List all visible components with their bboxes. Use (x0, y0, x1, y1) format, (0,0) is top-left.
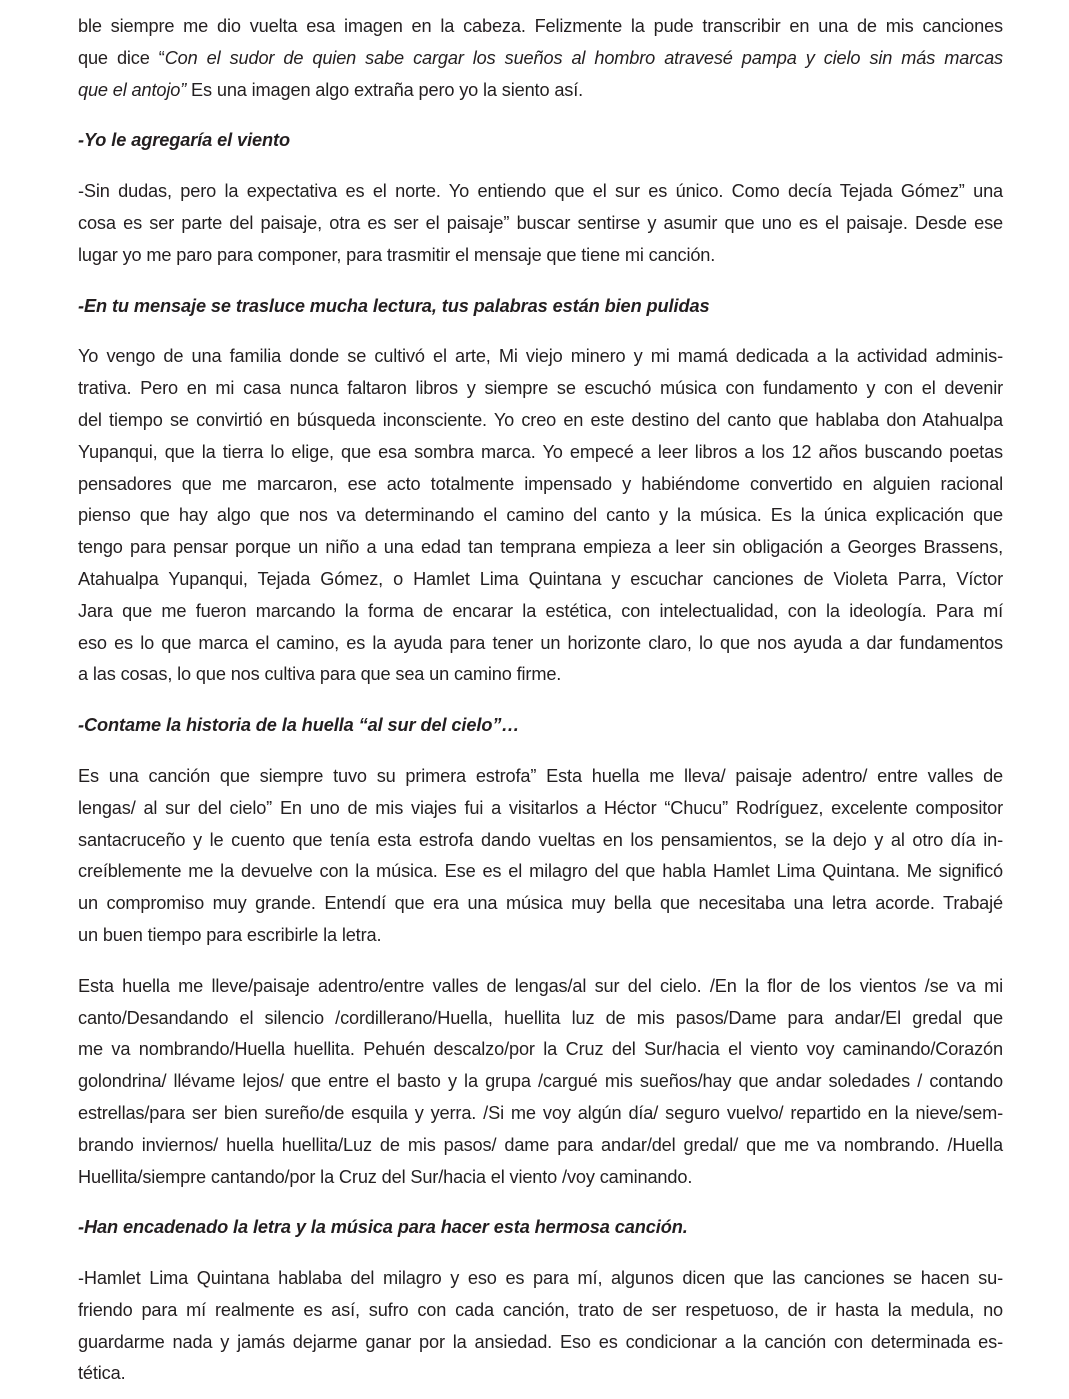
text-line (78, 856, 1003, 888)
text-line (78, 1327, 1003, 1359)
text-line (78, 75, 1003, 107)
body-text: pienso que hay algo que nos va determinando el camino del canto y la música. Es la única explicación que (78, 505, 1003, 526)
text-line (78, 341, 1003, 373)
text-line (78, 1263, 1003, 1295)
text-line (78, 1003, 1003, 1035)
body-text: tética. (78, 1363, 126, 1384)
body-text: a las cosas, lo que nos cultiva para que sea un camino firme. (78, 664, 562, 685)
text-line (78, 1295, 1003, 1327)
body-text: Atahualpa Yupanqui, Tejada Gómez, o Hamlet Lima Quintana y escuchar canciones de Violeta Parra, Víctor (78, 568, 1003, 589)
body-text: Yupanqui, que la tierra lo elige, que esa sombra marca. Yo empecé a leer libros a los 12 años buscando poetas (78, 441, 1003, 462)
body-text: creíblemente me la devuelve con la música. Ese es el milagro del que habla Hamlet Lima Quintana. Me significó (78, 861, 1003, 882)
body-text: Esta huella me lleve/paisaje adentro/entre valles de lengas/al sur del cielo. /En la flor de los vientos /se va mi (78, 975, 1003, 996)
answer-paragraph (78, 176, 1003, 271)
body-text: del tiempo se convirtió en búsqueda inconsciente. Yo creo en este destino del canto que hablaba don Atahualpa (78, 409, 1003, 430)
text-line (78, 1162, 1003, 1194)
answer-paragraph (78, 11, 1003, 106)
text-line (78, 405, 1003, 437)
text-line (78, 437, 1003, 469)
paragraph-spacer (78, 742, 1003, 761)
answer-paragraph (78, 1263, 1003, 1390)
body-text: Huellita/siempre cantando/por la Cruz del Sur/hacia el viento /voy caminando. (78, 1166, 693, 1187)
interview-question: -Yo le agregaría el viento (78, 130, 291, 151)
text-line (78, 208, 1003, 240)
body-text: Es una imagen algo extraña pero yo la siento así. (186, 79, 584, 100)
text-line (78, 469, 1003, 501)
text-line (78, 500, 1003, 532)
body-text: eso es lo que marca el camino, es la ayuda para tener un horizonte claro, lo que nos ayuda a dar fundamentos (78, 632, 1003, 653)
body-text: trativa. Pero en mi casa nunca faltaron libros y siempre se escuchó música con fundamento y con el devenir (78, 378, 1003, 399)
body-text: ble siempre me dio vuelta esa imagen en la cabeza. Felizmente la pude transcribir en una de mis canciones (78, 16, 1003, 36)
text-line (78, 1358, 1003, 1390)
body-text: -Hamlet Lima Quintana hablaba del milagro y eso es para mí, algunos dicen que las canciones se hacen su- (78, 1268, 1003, 1289)
answer-paragraph (78, 341, 1003, 691)
paragraph-spacer (78, 157, 1003, 176)
text-line (78, 825, 1003, 857)
body-text: lugar yo me paro para componer, para trasmitir el mensaje que tiene mi canción. (78, 244, 716, 265)
body-text: un buen tiempo para escribirle la letra. (78, 924, 382, 945)
paragraph-spacer (78, 1193, 1003, 1212)
body-text: canto/Desandando el silencio /cordillerano/Huella, huellita luz de mis pasos/Dame para andar/El gredal que (78, 1007, 1003, 1028)
text-line (78, 564, 1003, 596)
text-line (78, 888, 1003, 920)
body-text: Jara que me fueron marcando la forma de encarar la estética, con intelectualidad, con la ideología. Para mí (78, 600, 1003, 621)
paragraph-spacer (78, 272, 1003, 291)
body-text: Yo vengo de una familia donde se cultivó el arte, Mi viejo minero y mi mamá dedicada a la actividad adminis- (78, 346, 1003, 367)
text-line (78, 628, 1003, 660)
body-text: un compromiso muy grande. Entendí que era una música muy bella que necesitaba una letra acorde. Trabajé (78, 893, 1003, 914)
body-text: friendo para mí realmente es así, sufro con cada canción, trato de ser respetuoso, de ir hasta la medula, no (78, 1299, 1003, 1320)
body-text: pensadores que me marcaron, ese acto totalmente impensado y habiéndome convertido en alguien racional (78, 473, 1003, 494)
paragraph-spacer (78, 106, 1003, 125)
body-text: -Sin dudas, pero la expectativa es el norte. Yo entiendo que el sur es único. Como decía Tejada Gómez” una (78, 181, 1003, 202)
body-text: me va nombrando/Huella huellita. Pehuén descalzo/por la Cruz del Sur/hacia el viento voy caminando/Corazón (78, 1039, 1003, 1060)
interview-question: -Contame la historia de la huella “al sur del cielo”… (78, 715, 520, 736)
answer-paragraph (78, 761, 1003, 952)
text-line (78, 11, 1003, 43)
body-text: santacruceño y le cuento que tenía esta estrofa dando vueltas en los pensamientos, se la dejo y al otro día in- (78, 829, 1003, 850)
quoted-lyric-text: Con el sudor de quien sabe cargar los sueños al hombro atravesé pampa y cielo sin más marcas (164, 47, 1003, 68)
body-text: lengas/ al sur del cielo” En uno de mis viajes fui a visitarlos a Héctor “Chucu” Rodríguez, excelente compositor (78, 797, 1003, 818)
body-text: estrellas/para ser bien sureño/de esquila y yerra. /Si me voy algún día/ seguro vuelvo/ repartido en la nieve/sem- (78, 1102, 1003, 1123)
text-line (78, 240, 1003, 272)
text-line (78, 373, 1003, 405)
text-line (78, 1098, 1003, 1130)
text-line (78, 971, 1003, 1003)
body-text: golondrina/ llévame lejos/ que entre el basto y la grupa /cargué mis sueños/hay que andar soledades / contando (78, 1071, 1003, 1092)
text-line (78, 761, 1003, 793)
interview-question: -En tu mensaje se trasluce mucha lectura, tus palabras están bien pulidas (78, 295, 710, 316)
text-line (78, 793, 1003, 825)
paragraph-spacer (78, 322, 1003, 341)
text-line (78, 1130, 1003, 1162)
text-line (78, 1066, 1003, 1098)
body-text: tengo para pensar porque un niño a una edad tan temprana empieza a leer sin obligación a Georges Brassens, (78, 537, 1003, 558)
body-text: brando inviernos/ huella huellita/Luz de mis pasos/ dame para andar/del gredal/ que me va nombrando. /Huella (78, 1134, 1003, 1155)
text-line (78, 659, 1003, 691)
body-text: Es una canción que siempre tuvo su primera estrofa” Esta huella me lleva/ paisaje adentro/ entre valles de (78, 765, 1003, 786)
paragraph-spacer (78, 691, 1003, 710)
body-text: que dice “ (78, 47, 165, 68)
text-line (78, 920, 1003, 952)
paragraph-spacer (78, 1244, 1003, 1263)
body-text: guardarme nada y jamás dejarme ganar por la ansiedad. Eso es condicionar a la canción con determinada es- (78, 1331, 1003, 1352)
body-text: cosa es ser parte del paisaje, otra es ser el paisaje” buscar sentirse y asumir que uno es el paisaje. Desde ese (78, 212, 1003, 233)
text-line (78, 43, 1003, 75)
answer-paragraph (78, 971, 1003, 1194)
text-line (78, 532, 1003, 564)
document-page (78, 11, 1003, 1390)
text-line (78, 176, 1003, 208)
interview-question: -Han encadenado la letra y la música para hacer esta hermosa canción. (78, 1217, 688, 1238)
paragraph-spacer (78, 952, 1003, 971)
text-line (78, 1034, 1003, 1066)
quoted-lyric-text: que el antojo” (78, 79, 187, 100)
text-line (78, 596, 1003, 628)
